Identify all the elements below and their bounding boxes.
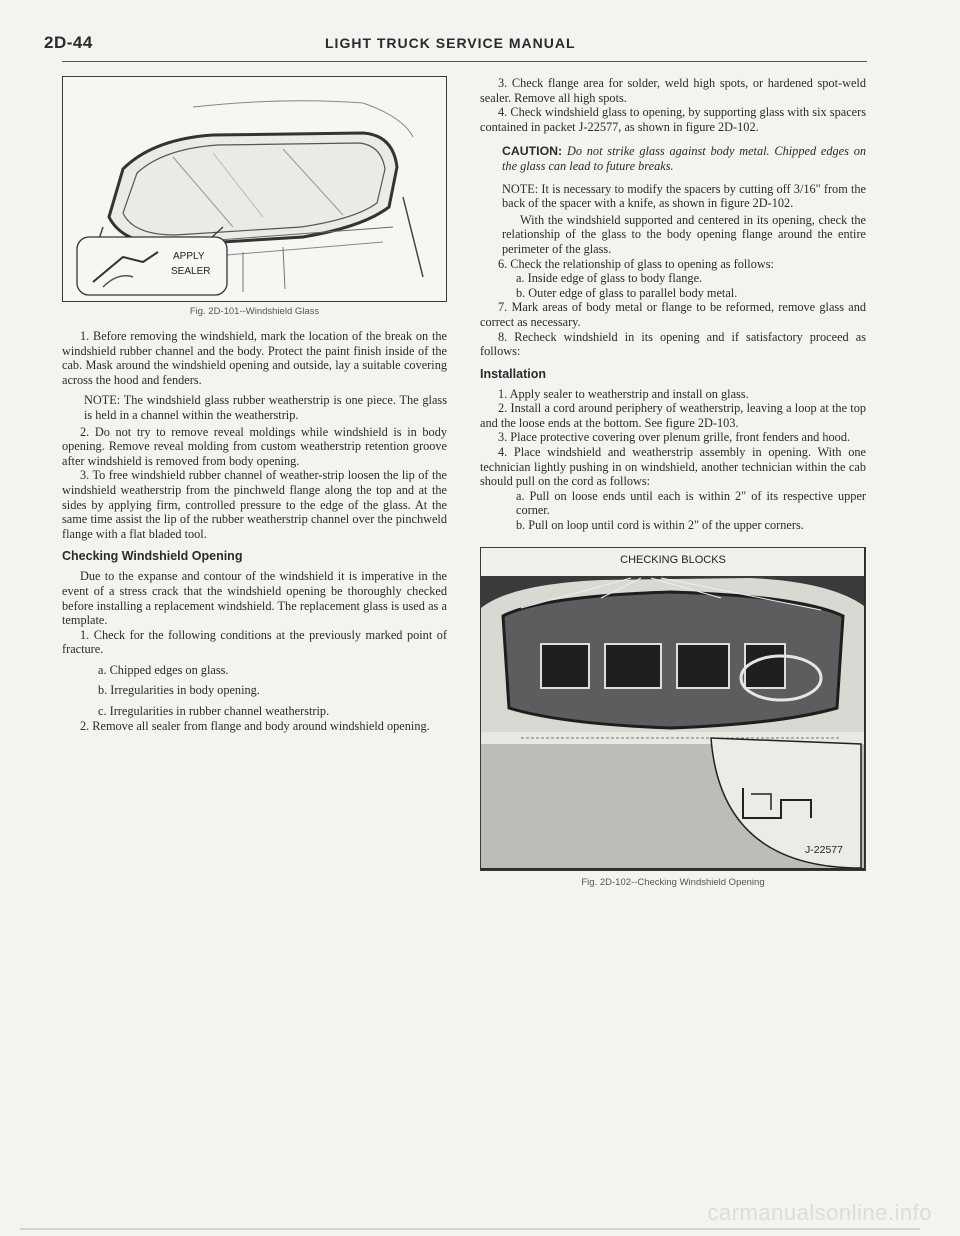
list-item: c. Irregularities in rubber channel weatherstrip.: [98, 704, 330, 719]
paragraph: 1. Apply sealer to weatherstrip and install on glass.: [498, 386, 749, 401]
paragraph: With the windshield supported and centered in its opening, check the relationship of the glass to the body opening flange around the entire perimeter of the glass.: [502, 212, 866, 256]
paragraph: 2. Do not try to remove reveal moldings while windshield is in body opening. Remove reveal molding from custom weatherstrip retention groove after windshield is removed from body opening.: [62, 424, 447, 468]
windshield-glass-illustration: [63, 77, 445, 299]
manual-title: LIGHT TRUCK SERVICE MANUAL: [325, 35, 576, 51]
right-column: [480, 76, 866, 888]
watermark: carmanualsonline.info: [707, 1200, 932, 1225]
apply-label: APPLY: [173, 251, 205, 262]
paragraph: 3. Place protective covering over plenum grille, front fenders and hood.: [498, 430, 851, 445]
paragraph: 4. Check windshield glass to opening, by supporting glass with six spacers contained in packet J-22577, as shown in figure 2D-102.: [480, 105, 866, 134]
note: NOTE: It is necessary to modify the spacers by cutting off 3/16" from the back of the spacer with a knife, as shown in figure 2D-102.: [502, 181, 866, 211]
paragraph: 2. Install a cord around periphery of weatherstrip, leaving a loop at the top and the loose ends at the bottom. See figure 2D-103.: [480, 401, 866, 430]
left-column: [62, 76, 447, 733]
tool-number-label: J-22577: [805, 843, 843, 856]
paragraph: 3. Check flange area for solder, weld high spots, or hardened spot-weld sealer. Remove all high spots.: [480, 76, 866, 105]
list-item: a. Pull on loose ends until each is within 2" of its respective upper corner.: [516, 488, 866, 518]
caution-note: [480, 144, 866, 173]
page-number: 2D-44: [44, 33, 93, 52]
figure-caption: Fig. 2D-102--Checking Windshield Opening: [581, 876, 765, 888]
checking-blocks-label: CHECKING BLOCKS: [620, 553, 726, 566]
list-item: a. Chipped edges on glass.: [98, 662, 229, 677]
figure-windshield-glass: [62, 76, 447, 302]
figure-checking-windshield-opening: [480, 547, 866, 871]
header-rule: [62, 61, 867, 62]
paragraph: 6. Check the relationship of glass to opening as follows:: [498, 256, 774, 271]
paragraph: 8. Recheck windshield in its opening and if satisfactory proceed as follows:: [480, 329, 866, 359]
list-item: b. Outer edge of glass to parallel body metal.: [516, 285, 738, 300]
paragraph: 2. Remove all sealer from flange and body around windshield opening.: [80, 718, 430, 733]
list-item: b. Irregularities in body opening.: [98, 683, 260, 698]
list-item: a. Inside edge of glass to body flange.: [516, 271, 703, 286]
paragraph: 4. Place windshield and weatherstrip assembly in opening. With one technician lightly pushing in on windshield, another technician within the cab should pull on the cord as follows:: [480, 445, 866, 489]
section-heading: Checking Windshield Opening: [62, 549, 243, 564]
page-header: [0, 28, 960, 58]
paragraph: 1. Check for the following conditions at the previously marked point of fracture.: [62, 627, 447, 657]
paragraph: 3. To free windshield rubber channel of weather-strip loosen the lip of the windshield weatherstrip from the pinchweld flange along the top and at the sides by applying firm, controlled pressure to the edge of the glass. At the same time assist the lip of the rubber weatherstrip channel over the pinchweld flange with a flat bladed tool.: [62, 468, 447, 541]
checking-blocks-illustration: [481, 548, 864, 868]
paragraph: 7. Mark areas of body metal or flange to be reformed, remove glass and correct as necessary.: [480, 300, 866, 329]
caution-text: Do not strike glass against body metal. Chipped edges on the glass can lead to future breaks.: [502, 144, 866, 173]
figure-caption: Fig. 2D-101--Windshield Glass: [189, 306, 320, 317]
sealer-label: SEALER: [171, 266, 211, 277]
list-item: b. Pull on loop until cord is within 2" of the upper corners.: [516, 518, 804, 533]
paragraph: Due to the expanse and contour of the windshield it is imperative in the event of a stress crack that the windshield opening be thoroughly checked before installing a replacement windshield. The replacement glass is used as a template.: [62, 569, 447, 628]
section-heading: Installation: [480, 366, 546, 381]
scan-edge: [20, 1228, 920, 1230]
caution-label: CAUTION:: [502, 144, 563, 159]
note: NOTE: The windshield glass rubber weatherstrip is one piece. The glass is held in a channel within the weatherstrip.: [84, 393, 447, 422]
paragraph: 1. Before removing the windshield, mark the location of the break on the windshield rubber channel and the body. Protect the paint finish inside of the cab. Mask around the windshield opening and outside, lay a suitable covering across the hood and fenders.: [62, 329, 447, 387]
